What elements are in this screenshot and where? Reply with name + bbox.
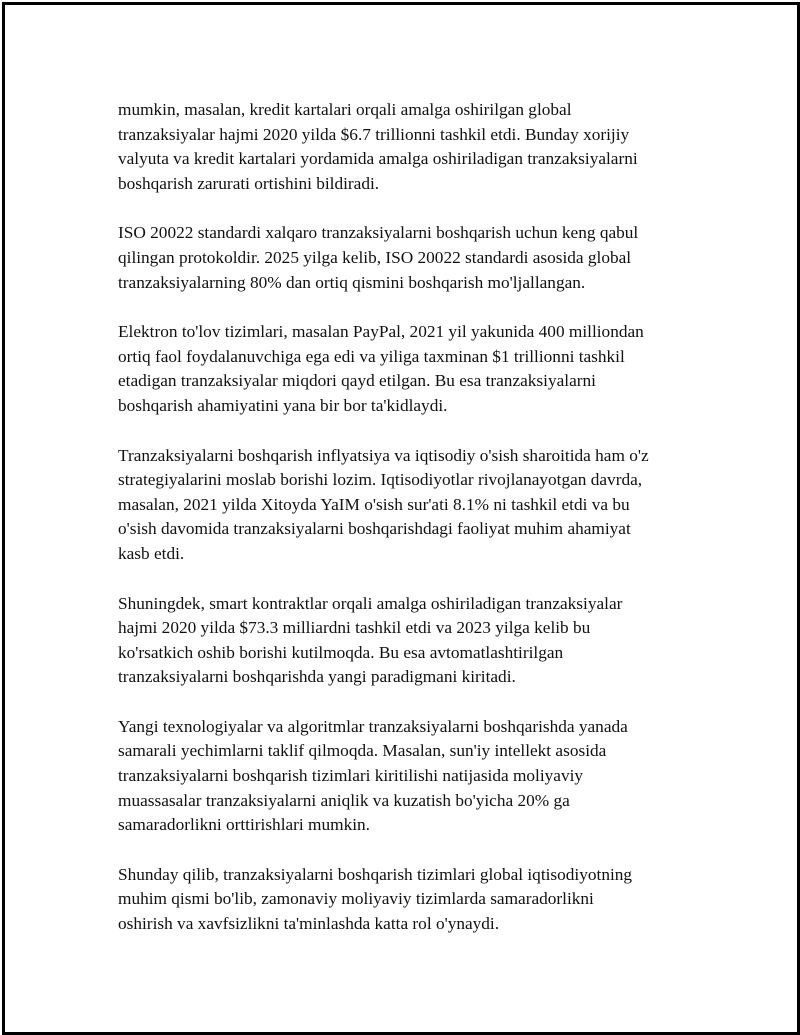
text-line: tranzaksiyalarning 80% dan ortiq qismini boshqarish mo'ljallangan.	[118, 272, 586, 292]
text-line: o'sish davomida tranzaksiyalarni boshqarishdagi faoliyat muhim ahamiyat	[118, 519, 631, 539]
text-line: valyuta va kredit kartalari yordamida amalga oshiriladigan tranzaksiyalarni	[118, 149, 638, 169]
paragraph-4	[118, 444, 708, 567]
text-line: tranzaksiyalar hajmi 2020 yilda $6.7 trillionni tashkil etdi. Bunday xorijiy	[118, 124, 630, 144]
paragraph-5	[118, 592, 708, 690]
paragraph-2	[118, 221, 708, 295]
text-line: strategiyalarini moslab borishi lozim. Iqtisodiyotlar rivojlanayotgan davrda,	[118, 470, 643, 490]
text-line: etadigan tranzaksiyalar miqdori qayd etilgan. Bu esa tranzaksiyalarni	[118, 371, 596, 391]
text-line: Shunday qilib, tranzaksiyalarni boshqarish tizimlari global iqtisodiyotning	[118, 864, 633, 884]
paragraph-7	[118, 863, 708, 937]
text-line: Elektron to'lov tizimlari, masalan PayPal, 2021 yil yakunida 400 milliondan	[118, 322, 644, 342]
paragraph-6	[118, 715, 708, 838]
paragraph-3	[118, 320, 708, 418]
text-line: hajmi 2020 yilda $73.3 milliardni tashkil etdi va 2023 yilga kelib bu	[118, 618, 591, 638]
text-line: tranzaksiyalarni boshqarish tizimlari kiritilishi natijasida moliyaviy	[118, 766, 584, 786]
text-line: ortiq faol foydalanuvchiga ega edi va yiliga taxminan $1 trillionni tashkil	[118, 346, 625, 366]
text-line: muhim qismi bo'lib, zamonaviy moliyaviy tizimlarda samaradorlikni	[118, 889, 594, 909]
text-line: Yangi texnologiyalar va algoritmlar tranzaksiyalarni boshqarishda yanada	[118, 716, 628, 736]
text-line: ko'rsatkich oshib borishi kutilmoqda. Bu esa avtomatlashtirilgan	[118, 642, 564, 662]
document-body	[118, 98, 708, 962]
text-line: samarali yechimlarni taklif qilmoqda. Masalan, sun'iy intellekt asosida	[118, 741, 607, 761]
text-line: ISO 20022 standardi xalqaro tranzaksiyalarni boshqarish uchun keng qabul	[118, 223, 639, 243]
text-line: muassasalar tranzaksiyalarni aniqlik va kuzatish bo'yicha 20% ga	[118, 790, 570, 810]
text-line: boshqarish ahamiyatini yana bir bor ta'kidlaydi.	[118, 395, 448, 415]
text-line: boshqarish zarurati ortishini bildiradi.	[118, 173, 380, 193]
text-line: samaradorlikni orttirishlari mumkin.	[118, 815, 370, 835]
text-line: mumkin, masalan, kredit kartalari orqali amalga oshirilgan global	[118, 100, 572, 119]
text-line: qilingan protokoldir. 2025 yilga kelib, ISO 20022 standardi asosida global	[118, 247, 632, 267]
page-frame	[2, 2, 800, 1035]
text-line: Tranzaksiyalarni boshqarish inflyatsiya va iqtisodiy o'sish sharoitida ham o'z	[118, 445, 649, 465]
text-line: tranzaksiyalarni boshqarishda yangi paradigmani kiritadi.	[118, 667, 516, 687]
text-line: oshirish va xavfsizlikni ta'minlashda katta rol o'ynaydi.	[118, 914, 500, 934]
paragraph-1	[118, 98, 708, 196]
text-line: Shuningdek, smart kontraktlar orqali amalga oshiriladigan tranzaksiyalar	[118, 593, 623, 613]
text-line: masalan, 2021 yilda Xitoyda YaIM o'sish sur'ati 8.1% ni tashkil etdi va bu	[118, 494, 630, 514]
text-line: kasb etdi.	[118, 543, 185, 563]
